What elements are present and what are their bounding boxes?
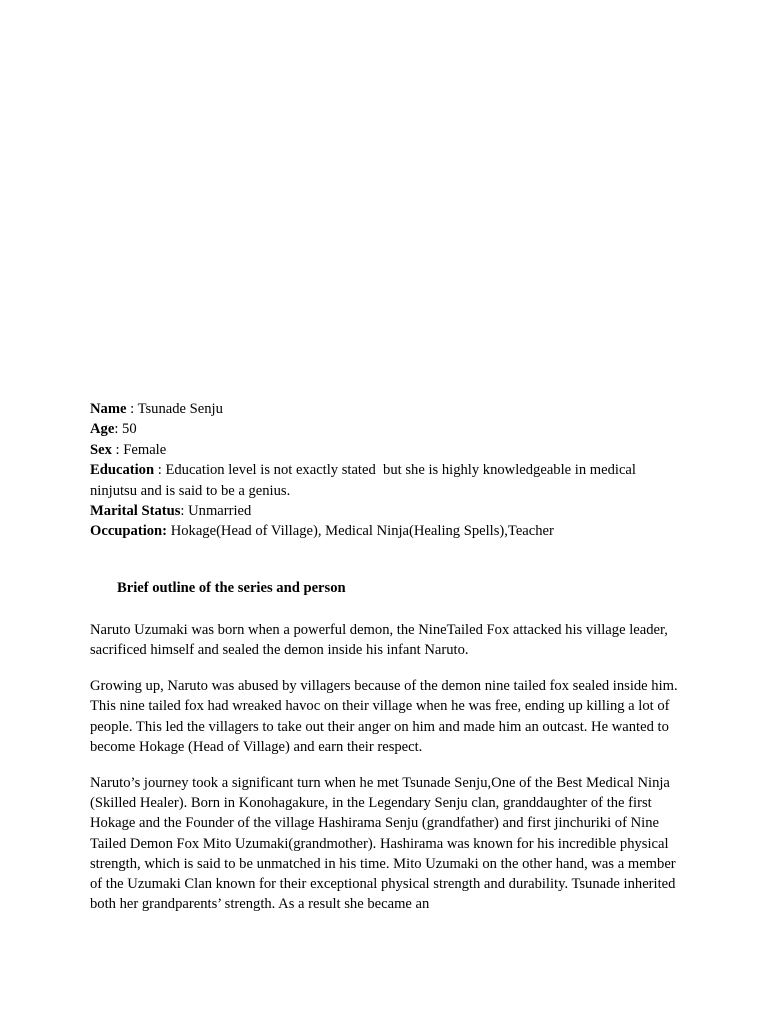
age-field: [90, 419, 682, 439]
paragraph: Naruto’s journey took a significant turn when he met Tsunade Senju,One of the Best Medical Ninja (Skilled Healer). Born in Konohagakure, in the Legendary Senju clan, granddaughter of the first Hokage and the Founder of the village Hashirama Senju (grandfather) and first jinchuriki of Nine Tailed Demon Fox Mito Uzumaki(grandmother). Hashirama was known for his incredible physical strength, which is said to be unmatched in his time. Mito Uzumaki on the other hand, was a member of the Uzumaki Clan known for their exceptional physical strength and durability. Tsunade inherited both her grandparents’ strength. As a result she became an: [90, 775, 680, 913]
marital-status-field: [90, 501, 682, 521]
name-field: [90, 399, 682, 419]
sex-label: Sex: [90, 441, 112, 458]
education-separator: :: [154, 462, 166, 479]
age-label: Age: [90, 421, 115, 438]
document-content: [90, 399, 682, 914]
paragraph: Naruto Uzumaki was born when a powerful demon, the NineTailed Fox attacked his village leader, sacrificed himself and sealed the demon inside his infant Naruto.: [90, 621, 672, 659]
sex-value: Female: [123, 441, 167, 458]
marital-status-label: Marital Status: [90, 503, 181, 520]
sex-field: [90, 440, 682, 460]
occupation-label: Occupation:: [90, 523, 168, 540]
name-separator: :: [126, 401, 138, 417]
occupation-value: Hokage(Head of Village), Medical Ninja(Healing Spells),Teacher: [170, 523, 554, 540]
age-value: 50: [122, 421, 137, 438]
education-field: [90, 460, 682, 501]
section-heading: Brief outline of the series and person: [117, 579, 346, 596]
marital-status-value: Unmarried: [188, 503, 252, 520]
age-separator: :: [114, 421, 123, 438]
marital-status-separator: :: [180, 503, 189, 520]
name-label: Name: [90, 401, 127, 417]
sex-separator: :: [111, 441, 124, 458]
occupation-field: [90, 521, 682, 541]
paragraph: Growing up, Naruto was abused by villagers because of the demon nine tailed fox sealed inside him. This nine tailed fox had wreaked havoc on their village when he was free, ending up killing a lot of people. This led the villagers to take out their anger on him and made him an outcast. He wanted to become Hokage (Head of Village) and earn their respect.: [90, 678, 682, 755]
education-label: Education: [90, 462, 155, 479]
education-value: Education level is not exactly stated but she is highly knowledgeable in medical ninjutsu and is said to be a genius.: [90, 462, 640, 499]
name-value: Tsunade Senju: [137, 401, 223, 417]
